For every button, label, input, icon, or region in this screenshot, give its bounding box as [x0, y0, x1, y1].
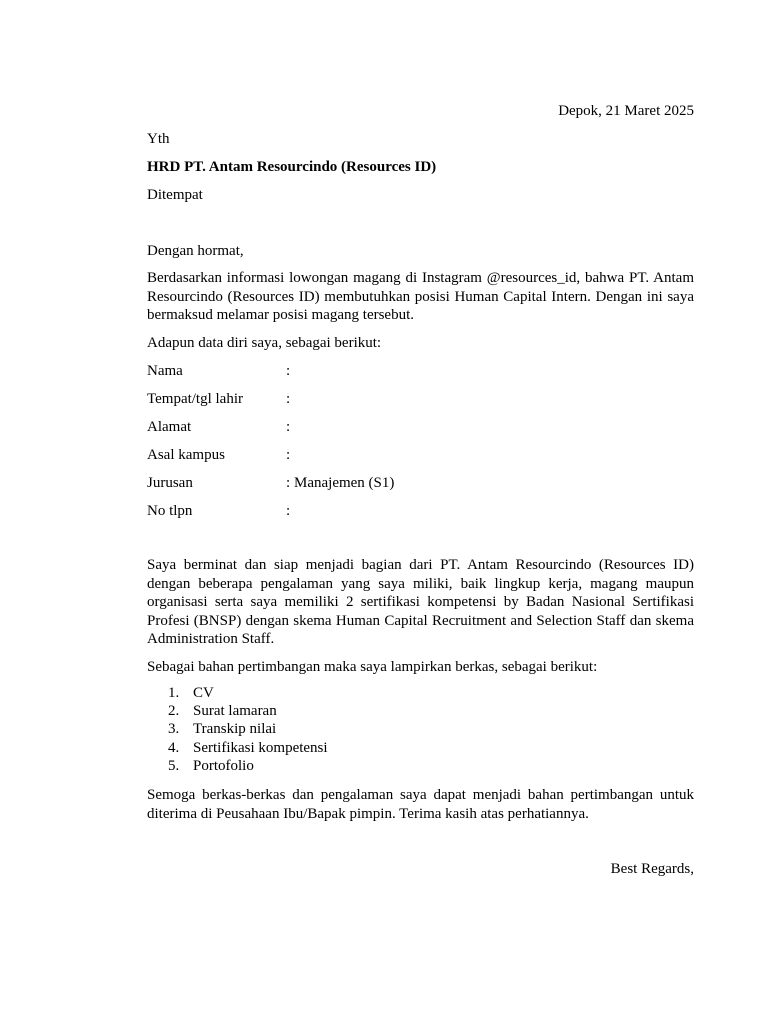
personal-data-colon: : — [286, 475, 291, 491]
personal-data-colon: : — [286, 419, 291, 435]
personal-data-label: Asal kampus — [147, 447, 225, 463]
personal-data-label: Jurusan — [147, 475, 193, 491]
personal-data-value: Manajemen (S1) — [294, 475, 395, 491]
attachment-text: Sertifikasi kompetensi — [193, 739, 328, 756]
recipient-place: Ditempat — [147, 187, 203, 203]
attachment-number: 4. — [168, 739, 180, 756]
personal-data-row — [147, 418, 694, 446]
greeting: Dengan hormat, — [147, 243, 244, 259]
intro-paragraph: Berdasarkan informasi lowongan magang di Instagram @resources_id, bahwa PT. Antam Resourcindo (Resources ID) membutuhkan posisi Human Capital Intern. Dengan ini saya bermaksud melamar posisi magang tersebut. — [147, 270, 694, 323]
letter-date: Depok, 21 Maret 2025 — [558, 103, 694, 119]
personal-data-table — [147, 362, 694, 530]
personal-data-row — [147, 390, 694, 418]
personal-data-label: Tempat/tgl lahir — [147, 391, 244, 407]
salutation-to: Yth — [147, 131, 170, 147]
closing-paragraph: Semoga berkas-berkas dan pengalaman saya dapat menjadi bahan pertimbangan untuk diterima di Peusahaan Ibu/Bapak pimpin. Terima kasih atas perhatiannya. — [147, 787, 694, 822]
interest-paragraph: Saya berminat dan siap menjadi bagian dari PT. Antam Resourcindo (Resources ID) dengan beberapa pengalaman yang saya miliki, baik lingkup kerja, magang maupun organisasi serta saya memiliki 2 sertifikasi kompetensi by Badan Nasional Sertifikasi Profesi (BNSP) dengan skema Human Capital Recruitment and Selection Staff dan skema Administration Staff. — [147, 557, 694, 647]
attachment-text: Transkip nilai — [193, 721, 277, 738]
attachments-intro: Sebagai bahan pertimbangan maka saya lampirkan berkas, sebagai berikut: — [147, 659, 598, 675]
attachment-text: Portofolio — [193, 757, 254, 774]
attachment-text: CV — [193, 685, 214, 701]
personal-data-label: Alamat — [147, 419, 192, 435]
attachment-number: 5. — [168, 757, 180, 774]
personal-data-row — [147, 474, 694, 502]
personal-data-label: No tlpn — [147, 503, 193, 519]
personal-data-colon: : — [286, 391, 291, 407]
personal-data-colon: : — [286, 503, 291, 519]
signoff: Best Regards, — [610, 861, 694, 877]
personal-data-colon: : — [286, 447, 291, 463]
personal-data-intro: Adapun data diri saya, sebagai berikut: — [147, 335, 382, 351]
attachment-number: 3. — [168, 721, 180, 738]
attachment-text: Surat lamaran — [193, 703, 277, 720]
personal-data-row — [147, 362, 694, 390]
personal-data-label: Nama — [147, 363, 183, 379]
personal-data-colon: : — [286, 363, 291, 379]
attachment-number: 2. — [168, 703, 180, 720]
personal-data-row — [147, 502, 694, 530]
recipient-name: HRD PT. Antam Resourcindo (Resources ID) — [147, 159, 437, 175]
personal-data-row — [147, 446, 694, 474]
attachment-number: 1. — [168, 685, 180, 701]
